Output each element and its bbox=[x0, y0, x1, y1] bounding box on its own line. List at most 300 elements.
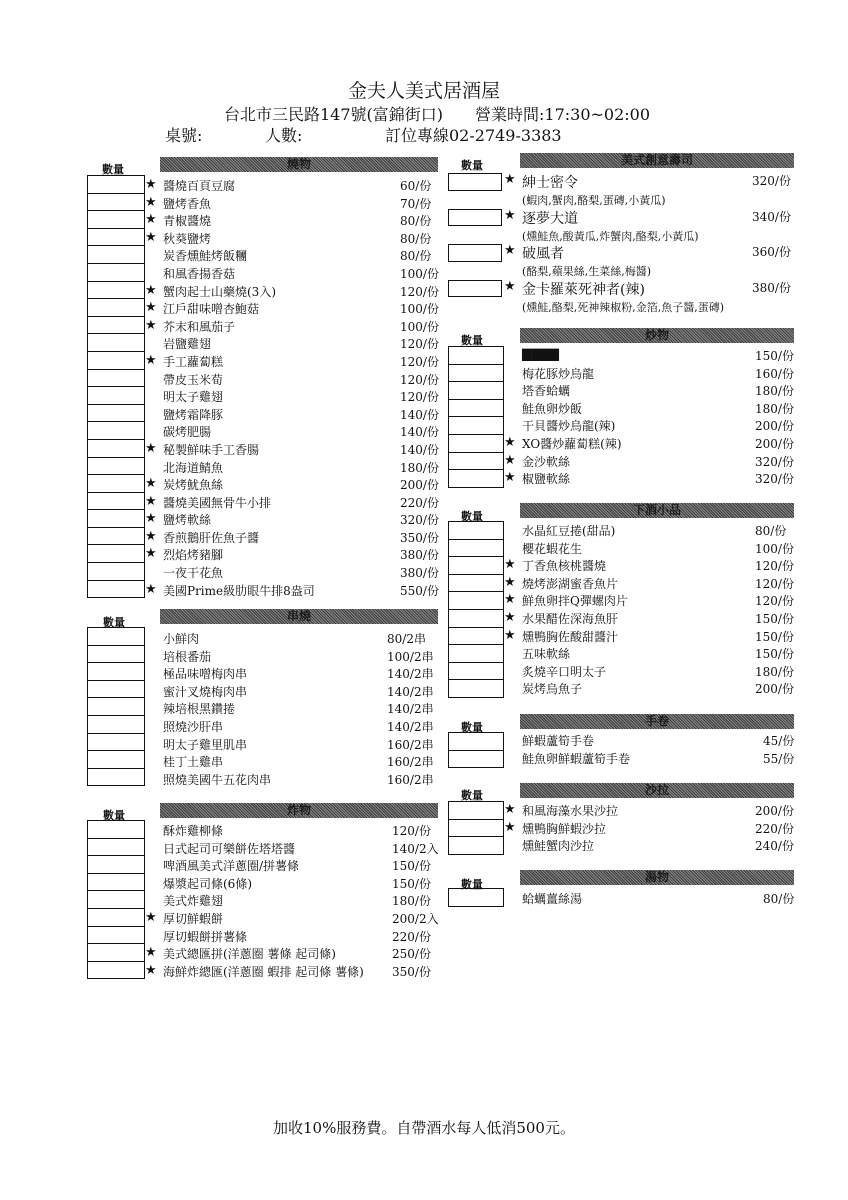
menu-item-name: 岩鹽雞翅 bbox=[163, 337, 212, 352]
menu-item-name: 秋葵鹽烤 bbox=[163, 231, 212, 246]
menu-item-name: 青椒醬燒 bbox=[163, 214, 212, 229]
menu-item-price: 120/份 bbox=[755, 594, 794, 609]
quantity-box[interactable] bbox=[449, 382, 503, 400]
menu-item bbox=[522, 732, 795, 750]
quantity-box[interactable] bbox=[449, 435, 503, 453]
menu-item-price: 140/份 bbox=[400, 442, 439, 457]
menu-item-name: 金卡羅萊死神者(辣) bbox=[522, 281, 645, 298]
menu-item bbox=[504, 207, 791, 244]
reservation-phone: 訂位專線02-2749-3383 bbox=[385, 126, 562, 145]
menu-item-name: 辣培根黑鑽捲 bbox=[163, 702, 236, 717]
menu-item-price: 150/份 bbox=[755, 349, 794, 363]
menu-item-name: 海鮮炸總匯(洋蔥圈 蝦排 起司條 薯條) bbox=[163, 964, 364, 979]
quantity-box[interactable] bbox=[88, 891, 144, 909]
quantity-box[interactable] bbox=[88, 874, 144, 892]
quantity-box-column bbox=[448, 173, 502, 315]
menu-item-price: 150/份 bbox=[755, 629, 794, 644]
menu-item-price: 320/份 bbox=[755, 454, 794, 469]
quantity-box[interactable] bbox=[88, 211, 144, 229]
menu-item-list bbox=[504, 347, 794, 488]
quantity-box[interactable] bbox=[88, 405, 144, 423]
menu-item bbox=[504, 592, 794, 610]
quantity-box[interactable] bbox=[88, 628, 144, 646]
menu-item-list bbox=[522, 732, 795, 767]
recommended-star-icon: ★ bbox=[145, 909, 157, 925]
menu-item bbox=[145, 300, 439, 318]
section-title: 串燒 bbox=[286, 609, 311, 623]
menu-item bbox=[163, 840, 439, 858]
menu-item-name: 蟹肉起士山藥燒(3入) bbox=[163, 284, 276, 299]
menu-item-price: 550/份 bbox=[400, 583, 439, 598]
recommended-star-icon: ★ bbox=[145, 352, 157, 368]
menu-item-price: 140/份 bbox=[400, 407, 439, 422]
menu-item-price: 100/份 bbox=[400, 302, 439, 317]
section-title: 下酒小品 bbox=[632, 503, 681, 517]
menu-item bbox=[163, 265, 439, 283]
recommended-star-icon: ★ bbox=[145, 945, 157, 961]
section-title: 沙拉 bbox=[644, 783, 669, 797]
menu-item-name: 美式總匯拼(洋蔥圈 薯條 起司條) bbox=[163, 947, 336, 962]
menu-item-name: 日式起司可樂餅佐塔塔醬 bbox=[163, 841, 296, 856]
quantity-box[interactable] bbox=[88, 334, 144, 352]
menu-item-name: 干貝醬炒烏龍(辣) bbox=[522, 419, 616, 434]
menu-item-name: 鮮蝦蘆筍手卷 bbox=[522, 734, 595, 748]
recommended-star-icon: ★ bbox=[504, 574, 516, 590]
menu-item-price: 180/份 bbox=[755, 664, 794, 679]
menu-item-list bbox=[145, 822, 439, 980]
menu-item-name: 燻鴨胸佐酸甜醬汁 bbox=[522, 629, 619, 644]
menu-item-price: 120/份 bbox=[400, 284, 439, 299]
menu-item-price: 150/份 bbox=[755, 647, 794, 662]
menu-item-name: 逐夢大道 bbox=[522, 210, 578, 227]
menu-item-name: 一夜干花魚 bbox=[163, 566, 224, 581]
quantity-box[interactable] bbox=[88, 299, 144, 317]
menu-item bbox=[163, 335, 439, 353]
recommended-star-icon: ★ bbox=[145, 177, 157, 192]
menu-item-price: 120/份 bbox=[755, 576, 794, 591]
table-number-label: 桌號: bbox=[165, 126, 203, 145]
menu-item-price: 120/份 bbox=[400, 354, 439, 369]
menu-item-name: 培根番茄 bbox=[163, 649, 212, 664]
menu-item-price: 120/份 bbox=[392, 824, 431, 838]
address: 台北市三民路147號(富錦街口) bbox=[224, 105, 444, 124]
menu-item-name: 秘製鮮味手工香腸 bbox=[163, 442, 260, 457]
quantity-box[interactable] bbox=[449, 680, 503, 698]
menu-item bbox=[504, 243, 791, 279]
menu-item-price: 180/份 bbox=[755, 384, 794, 399]
menu-item-name: 櫻花蝦花生 bbox=[522, 541, 583, 556]
menu-item-name: 椒鹽軟絲 bbox=[522, 472, 571, 487]
quantity-box[interactable] bbox=[449, 365, 503, 383]
menu-item-price: 70/份 bbox=[400, 196, 432, 211]
menu-item-name: 極品味噌梅肉串 bbox=[163, 667, 248, 682]
menu-item-price: 80/份 bbox=[400, 214, 432, 229]
quantity-box[interactable] bbox=[449, 645, 503, 663]
menu-item-name: 炭烤烏魚子 bbox=[522, 682, 583, 697]
quantity-box[interactable] bbox=[88, 856, 144, 874]
menu-item-name: 手工蘿蔔糕 bbox=[163, 354, 224, 369]
quantity-box[interactable] bbox=[88, 458, 144, 476]
menu-item-price: 160/2串 bbox=[387, 737, 434, 752]
menu-item bbox=[522, 663, 794, 681]
menu-item bbox=[145, 493, 439, 512]
menu-item bbox=[522, 347, 794, 365]
quantity-box[interactable] bbox=[449, 453, 503, 471]
quantity-box[interactable] bbox=[88, 545, 144, 563]
menu-item-price: 100/份 bbox=[755, 541, 794, 556]
recommended-star-icon: ★ bbox=[504, 278, 516, 294]
quantity-box[interactable] bbox=[88, 229, 144, 247]
menu-item-name: 厚切蝦餅拼薯條 bbox=[163, 929, 248, 944]
quantity-box[interactable] bbox=[88, 317, 144, 335]
menu-item-list bbox=[145, 177, 439, 599]
menu-item-price: 140/2入 bbox=[392, 841, 439, 856]
menu-item-price: 200/份 bbox=[755, 419, 794, 434]
quantity-box[interactable] bbox=[449, 557, 503, 575]
menu-item-name: 烈焰烤豬腳 bbox=[163, 548, 224, 563]
menu-item bbox=[163, 771, 434, 789]
menu-item-name: 鹽烤霜降豚 bbox=[163, 407, 224, 422]
section-header-bar bbox=[520, 503, 794, 518]
menu-item bbox=[145, 476, 439, 494]
quantity-box[interactable] bbox=[448, 280, 502, 298]
recommended-star-icon: ★ bbox=[504, 592, 516, 608]
section-title: 美式創意壽司 bbox=[620, 153, 693, 167]
menu-item bbox=[504, 819, 794, 838]
menu-item bbox=[163, 736, 434, 754]
quantity-box[interactable] bbox=[88, 246, 144, 264]
quantity-box[interactable] bbox=[88, 962, 144, 980]
menu-item bbox=[504, 452, 794, 471]
menu-item-price: 350/份 bbox=[392, 964, 431, 979]
menu-item-price: 160/份 bbox=[755, 366, 794, 381]
quantity-box[interactable] bbox=[88, 909, 144, 927]
menu-item bbox=[145, 282, 439, 301]
menu-item-list bbox=[522, 890, 795, 908]
menu-item bbox=[522, 365, 794, 383]
quantity-box[interactable] bbox=[449, 522, 503, 540]
menu-item bbox=[504, 470, 794, 488]
quantity-box[interactable] bbox=[88, 264, 144, 282]
quantity-box[interactable] bbox=[448, 173, 502, 191]
menu-item-name: 帶皮玉米荀 bbox=[163, 372, 224, 387]
menu-item-name: 明太子雞翅 bbox=[163, 390, 224, 405]
quantity-label: 數量 bbox=[102, 163, 124, 176]
menu-item-price: 55/份 bbox=[763, 751, 795, 766]
quantity-box[interactable] bbox=[88, 440, 144, 458]
quantity-box[interactable] bbox=[449, 400, 503, 418]
menu-item-price: 220/份 bbox=[400, 495, 439, 510]
menu-item bbox=[504, 172, 791, 208]
section-title: 炒物 bbox=[644, 328, 669, 342]
recommended-star-icon: ★ bbox=[504, 609, 516, 625]
quantity-box[interactable] bbox=[449, 733, 503, 751]
menu-item-ingredients: (酪梨,蘋果絲,生菜絲,梅醬) bbox=[522, 265, 652, 278]
menu-item-price: 380/份 bbox=[400, 548, 439, 563]
menu-item bbox=[163, 875, 431, 893]
menu-item-price: 220/份 bbox=[755, 821, 794, 836]
quantity-box[interactable] bbox=[88, 475, 144, 493]
menu-item bbox=[163, 564, 439, 582]
menu-item-name: 明太子雞里肌串 bbox=[163, 737, 248, 752]
menu-item-price: 200/份 bbox=[755, 436, 794, 451]
menu-item bbox=[163, 928, 431, 946]
section-header-bar bbox=[160, 803, 438, 818]
quantity-box[interactable] bbox=[449, 592, 503, 610]
menu-item-price: 100/份 bbox=[400, 266, 439, 281]
menu-item-price: 340/份 bbox=[752, 209, 791, 224]
menu-item-name: 炭烤魷魚絲 bbox=[163, 478, 224, 493]
menu-item-name: 美國Prime級肋眼牛排8盎司 bbox=[163, 583, 315, 598]
quantity-box[interactable] bbox=[88, 282, 144, 300]
menu-item-name: 香煎鵝肝佐魚子醬 bbox=[163, 530, 260, 545]
menu-item-name: 塔香蛤蠣 bbox=[522, 384, 571, 399]
menu-item-price: 45/份 bbox=[763, 734, 795, 748]
quantity-box[interactable] bbox=[88, 563, 144, 581]
restaurant-name: 金夫人美式居酒屋 bbox=[347, 80, 500, 102]
quantity-box[interactable] bbox=[449, 610, 503, 628]
quantity-box[interactable] bbox=[88, 370, 144, 388]
section-header-bar bbox=[520, 714, 794, 729]
menu-item-price: 380/份 bbox=[400, 566, 439, 581]
quantity-box-column bbox=[448, 521, 504, 698]
menu-item-list bbox=[163, 630, 434, 788]
recommended-star-icon: ★ bbox=[145, 581, 157, 597]
menu-item-name: 丁香魚核桃醬燒 bbox=[522, 559, 607, 574]
menu-item bbox=[145, 546, 439, 564]
recommended-star-icon: ★ bbox=[145, 194, 157, 210]
quantity-box-column bbox=[87, 175, 145, 598]
quantity-box[interactable] bbox=[88, 493, 144, 511]
recommended-star-icon: ★ bbox=[504, 557, 516, 573]
quantity-box[interactable] bbox=[449, 820, 503, 838]
quantity-box[interactable] bbox=[449, 347, 503, 365]
menu-item bbox=[504, 574, 794, 593]
menu-item bbox=[163, 630, 426, 648]
business-hours: 營業時間:17:30~02:00 bbox=[475, 105, 651, 124]
menu-item-name: 小鮮肉 bbox=[163, 632, 200, 646]
menu-item-price: 80/份 bbox=[400, 231, 432, 246]
menu-item-name: 鮭魚卵炒飯 bbox=[522, 401, 583, 416]
quantity-box[interactable] bbox=[88, 176, 144, 194]
recommended-star-icon: ★ bbox=[504, 819, 516, 835]
quantity-box[interactable] bbox=[448, 209, 502, 227]
section-header-bar bbox=[520, 870, 794, 885]
quantity-box[interactable] bbox=[88, 510, 144, 528]
menu-item bbox=[145, 177, 432, 195]
recommended-star-icon: ★ bbox=[504, 802, 516, 817]
menu-item bbox=[522, 680, 794, 698]
quantity-box-column bbox=[448, 801, 504, 855]
quantity-label: 數量 bbox=[461, 878, 483, 891]
menu-item-name: 水晶紅豆捲(甜品) bbox=[522, 524, 616, 538]
menu-item-name: 紳士密令 bbox=[522, 175, 578, 191]
recommended-star-icon: ★ bbox=[145, 546, 157, 562]
menu-item bbox=[145, 962, 431, 981]
menu-item-name: 鮭魚卵鮮蝦蘆筍手卷 bbox=[522, 751, 631, 766]
menu-item-name: 燒烤澎湖蜜香魚片 bbox=[522, 576, 619, 591]
menu-item-name: 照燒沙肝串 bbox=[163, 719, 224, 734]
recommended-star-icon: ★ bbox=[145, 317, 157, 333]
quantity-box[interactable] bbox=[449, 837, 503, 855]
menu-item-name: 醬燒百頁豆腐 bbox=[163, 179, 236, 193]
menu-item bbox=[522, 540, 794, 558]
menu-item bbox=[163, 700, 434, 718]
quantity-box[interactable] bbox=[449, 628, 503, 646]
quantity-box[interactable] bbox=[88, 839, 144, 857]
section-header-bar bbox=[520, 153, 794, 168]
menu-item bbox=[145, 317, 439, 336]
recommended-star-icon: ★ bbox=[504, 207, 516, 223]
menu-item bbox=[163, 406, 439, 424]
menu-item-price: 180/份 bbox=[400, 460, 439, 475]
menu-item-price: 100/份 bbox=[400, 319, 439, 334]
quantity-box[interactable] bbox=[88, 422, 144, 440]
menu-item-name: 水果醋佐深海魚肝 bbox=[522, 611, 619, 626]
menu-item-name: 北海道鯖魚 bbox=[163, 460, 224, 475]
menu-item-name: XO醬炒蘿蔔糕(辣) bbox=[522, 436, 622, 451]
quantity-box[interactable] bbox=[88, 581, 144, 599]
menu-item bbox=[145, 440, 439, 459]
section-title: 手卷 bbox=[644, 714, 669, 728]
quantity-box[interactable] bbox=[88, 352, 144, 370]
quantity-box[interactable] bbox=[88, 663, 144, 681]
menu-item-name: 破風者 bbox=[522, 246, 564, 262]
quantity-box[interactable] bbox=[88, 927, 144, 945]
menu-item bbox=[522, 382, 794, 400]
menu-item-ingredients: (燻鮭,酪梨,死神辣椒粉,金箔,魚子醬,蛋磚) bbox=[522, 300, 725, 314]
menu-item bbox=[145, 581, 439, 600]
recommended-star-icon: ★ bbox=[145, 511, 157, 527]
quantity-box[interactable] bbox=[449, 540, 503, 558]
menu-item-price: 320/份 bbox=[752, 174, 791, 188]
recommended-star-icon: ★ bbox=[145, 282, 157, 298]
recommended-star-icon: ★ bbox=[145, 440, 157, 456]
menu-item-price: 140/2串 bbox=[387, 702, 434, 717]
party-size-label: 人數: bbox=[265, 126, 303, 145]
menu-item-name: 炭香燻鮭烤飯糰 bbox=[163, 249, 248, 264]
menu-item bbox=[145, 212, 432, 230]
quantity-box[interactable] bbox=[449, 575, 503, 593]
menu-item-price: 240/份 bbox=[755, 839, 794, 854]
quantity-box[interactable] bbox=[449, 470, 503, 488]
menu-item bbox=[504, 434, 794, 453]
quantity-box[interactable] bbox=[88, 528, 144, 546]
menu-item-name: 醬燒美國無骨牛小排 bbox=[163, 495, 272, 510]
menu-item-name: 金沙軟絲 bbox=[522, 454, 571, 469]
quantity-box[interactable] bbox=[88, 769, 144, 787]
menu-item bbox=[145, 229, 432, 248]
menu-item bbox=[163, 371, 439, 389]
quantity-label: 數量 bbox=[103, 616, 125, 629]
section-title: 炸物 bbox=[286, 803, 311, 817]
menu-item-name: 和風香揚香菇 bbox=[163, 266, 236, 281]
menu-item bbox=[163, 665, 434, 683]
recommended-star-icon: ★ bbox=[145, 493, 157, 509]
menu-item-price: 150/份 bbox=[392, 859, 431, 874]
recommended-star-icon: ★ bbox=[145, 300, 157, 316]
menu-item-price: 120/份 bbox=[400, 372, 439, 387]
menu-item-price: 220/份 bbox=[392, 929, 431, 944]
menu-item-price: 180/份 bbox=[392, 894, 431, 909]
menu-item bbox=[145, 945, 431, 963]
menu-item bbox=[522, 645, 794, 663]
menu-item bbox=[163, 822, 431, 840]
menu-item-name: 五味軟絲 bbox=[522, 647, 571, 662]
section-title: 湯物 bbox=[644, 870, 669, 884]
quantity-box[interactable] bbox=[88, 821, 144, 839]
quantity-box-column bbox=[448, 346, 504, 488]
menu-item-price: 60/份 bbox=[400, 179, 432, 193]
menu-item-price: 80/份 bbox=[400, 249, 432, 264]
section-header-bar bbox=[160, 157, 438, 172]
recommended-star-icon: ★ bbox=[145, 229, 157, 245]
quantity-box[interactable] bbox=[88, 387, 144, 405]
quantity-box-column bbox=[448, 732, 504, 768]
section-title: 燒物 bbox=[286, 157, 311, 171]
menu-item-list bbox=[504, 802, 794, 855]
quantity-box[interactable] bbox=[449, 802, 503, 820]
menu-item-name: 燻鴨胸鮮蝦沙拉 bbox=[522, 821, 607, 836]
menu-item-name: 和風海藻水果沙拉 bbox=[522, 804, 619, 818]
quantity-box[interactable] bbox=[88, 646, 144, 664]
menu-item bbox=[145, 528, 439, 547]
menu-item-name: 炙燒辛口明太子 bbox=[522, 664, 607, 679]
menu-item bbox=[145, 909, 439, 928]
menu-item-price: 360/份 bbox=[752, 245, 791, 259]
footer-note: 加收10%服務費。自帶酒水每人低消500元。 bbox=[273, 1119, 575, 1137]
menu-item-name: 蜜汁叉燒梅肉串 bbox=[163, 684, 248, 699]
quantity-box[interactable] bbox=[449, 417, 503, 435]
menu-item bbox=[522, 400, 794, 418]
quantity-box[interactable] bbox=[88, 194, 144, 212]
quantity-box[interactable] bbox=[88, 716, 144, 734]
menu-item bbox=[504, 627, 794, 646]
menu-item-price: 140/2串 bbox=[387, 719, 434, 734]
quantity-box[interactable] bbox=[88, 681, 144, 699]
menu-item-name: 啤酒風美式洋蔥圈/拼薯條 bbox=[163, 859, 300, 874]
quantity-box[interactable] bbox=[88, 751, 144, 769]
menu-item-price: 120/份 bbox=[400, 337, 439, 352]
quantity-box[interactable] bbox=[449, 663, 503, 681]
menu-item-price: 200/份 bbox=[755, 804, 794, 818]
menu-item-price: 200/份 bbox=[755, 682, 794, 697]
quantity-box-column bbox=[448, 888, 504, 907]
quantity-box-column bbox=[87, 820, 145, 979]
menu-item-price: 80/份 bbox=[755, 524, 787, 538]
menu-item-name: ▇▇▇▇ bbox=[522, 347, 559, 361]
menu-item-list bbox=[504, 172, 791, 314]
menu-item-name: 鮮魚卵拌Q彈螺肉片 bbox=[522, 594, 628, 609]
menu-item-name: 碳烤肥腸 bbox=[163, 425, 212, 440]
quantity-box[interactable] bbox=[449, 889, 503, 907]
quantity-box[interactable] bbox=[88, 944, 144, 962]
quantity-box[interactable] bbox=[88, 698, 144, 716]
quantity-box-column bbox=[87, 627, 145, 786]
quantity-box[interactable] bbox=[88, 734, 144, 752]
menu-item bbox=[522, 417, 794, 435]
menu-item-price: 200/2入 bbox=[392, 911, 439, 926]
menu-item-price: 380/份 bbox=[752, 280, 791, 295]
menu-item-ingredients: (蝦肉,蟹肉,酪梨,蛋磚,小黃瓜) bbox=[522, 194, 666, 207]
menu-item-ingredients: (燻鮭魚,酸黃瓜,炸蟹肉,酪梨,小黃瓜) bbox=[522, 229, 699, 243]
quantity-box[interactable] bbox=[449, 751, 503, 769]
recommended-star-icon: ★ bbox=[145, 528, 157, 544]
menu-item bbox=[522, 750, 795, 768]
quantity-box[interactable] bbox=[448, 244, 502, 262]
menu-item-name: 鹽烤軟絲 bbox=[163, 513, 212, 528]
recommended-star-icon: ★ bbox=[504, 172, 516, 187]
